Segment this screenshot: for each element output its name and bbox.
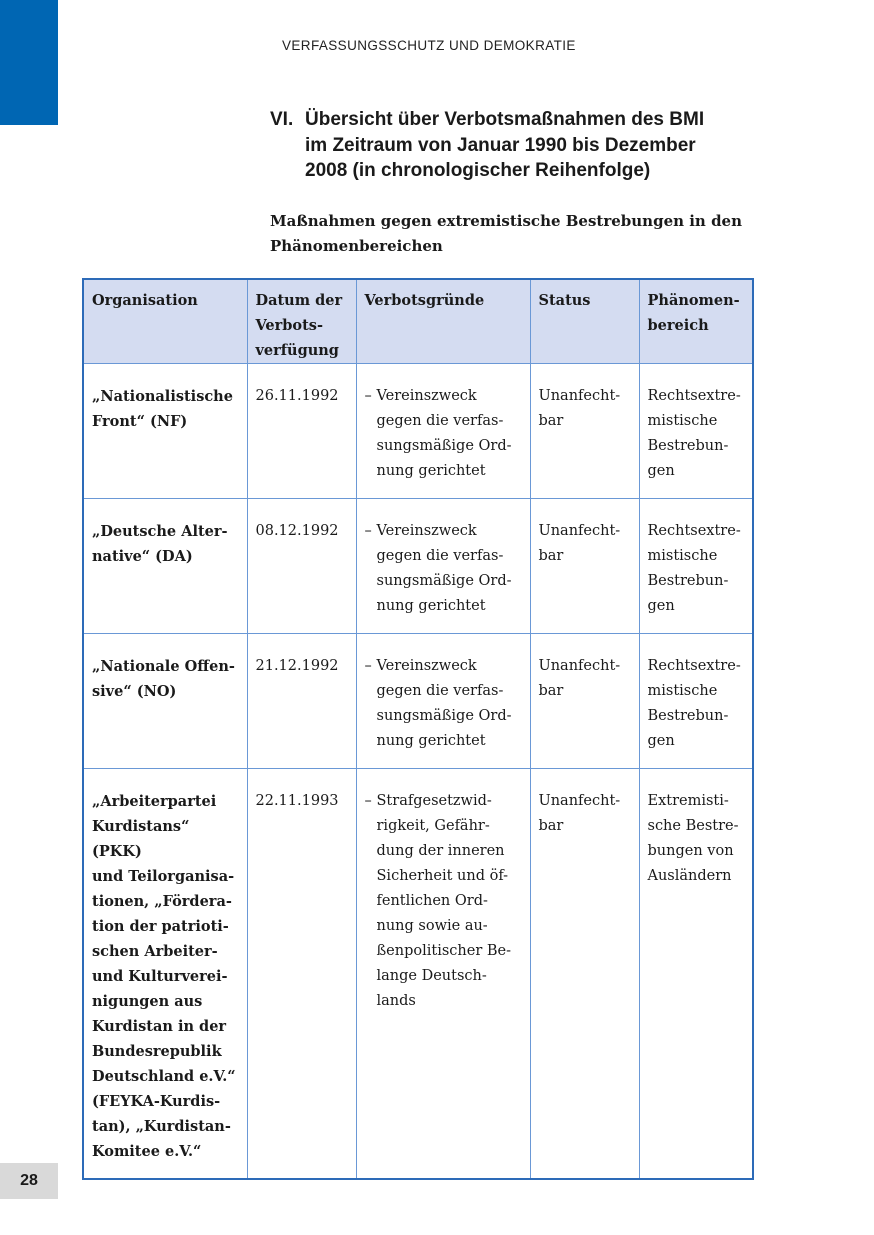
text-line: lange Deutsch-: [376, 968, 487, 984]
cell-datum: 22.11.1993: [247, 769, 356, 1180]
text-line: dung der inneren: [376, 843, 505, 859]
reason-text: [377, 384, 522, 484]
cell-phaenomenbereich: [639, 769, 753, 1180]
text-line: Status: [538, 292, 591, 309]
text-line: Unanfecht-: [538, 523, 621, 539]
text-line: nung gerichtet: [376, 463, 486, 479]
reason-text: [377, 519, 522, 619]
cell-phaenomenbereich: [639, 634, 753, 769]
cell-status: [530, 364, 639, 499]
cell-verbotsgruende: [356, 634, 530, 769]
text-line: „Nationalistische: [92, 388, 233, 405]
text-line: mistische: [647, 413, 718, 429]
cell-datum: 26.11.1992: [247, 364, 356, 499]
text-line: sungsmäßige Ord-: [376, 438, 512, 454]
text-line: und Kulturverei-: [92, 968, 228, 985]
table-row: [83, 634, 753, 769]
table-row: [83, 364, 753, 499]
table-header: [83, 279, 753, 364]
text-line: Organisation: [92, 292, 198, 309]
page-number: 28: [0, 1163, 58, 1199]
text-line: Extremisti-: [647, 793, 729, 809]
table-body: [83, 364, 753, 1180]
intro-line: Maßnahmen gegen extremistische Bestrebungen in den: [270, 212, 743, 230]
text-line: bar: [538, 683, 564, 699]
text-line: mistische: [647, 548, 718, 564]
running-header: VERFASSUNGSSCHUTZ UND DEMOKRATIE: [282, 38, 576, 53]
text-line: Deutschland e.V.“: [92, 1068, 236, 1085]
cell-verbotsgruende: [356, 364, 530, 499]
section-title: [305, 107, 750, 184]
text-line: Kurdistan in der: [92, 1018, 227, 1035]
text-line: Unanfecht-: [538, 388, 621, 404]
text-line: bar: [538, 818, 564, 834]
text-line: Bestrebun-: [647, 438, 729, 454]
text-line: Rechtsextre-: [647, 523, 741, 539]
text-line: Phänomen-: [647, 292, 740, 309]
text-line: bar: [538, 413, 564, 429]
text-line: gen: [647, 463, 675, 479]
section-heading: [270, 107, 750, 184]
text-line: tionen, „Förderа-: [92, 893, 232, 910]
text-line: Komitee e.V.“: [92, 1143, 202, 1160]
header-verbotsgruende: [356, 279, 530, 364]
cell-phaenomenbereich: [639, 364, 753, 499]
section-title-line: im Zeitraum von Januar 1990 bis Dezember: [305, 134, 696, 156]
text-line: nigungen aus: [92, 993, 203, 1010]
table-intro-heading: [270, 209, 750, 259]
cell-status: [530, 769, 639, 1180]
cell-organisation: [83, 769, 247, 1180]
text-line: rigkeit, Gefähr-: [376, 818, 490, 834]
text-line: Unanfecht-: [538, 658, 621, 674]
text-line: fentlichen Ord-: [376, 893, 488, 909]
section-title-line: Übersicht über Verbotsmaßnahmen des BMI: [305, 109, 705, 130]
text-line: sche Bestre-: [647, 818, 739, 834]
cell-verbotsgruende: [356, 499, 530, 634]
reason-text: [377, 654, 522, 754]
cell-organisation: [83, 634, 247, 769]
cell-organisation: [83, 499, 247, 634]
text-line: Verbotsgründe: [364, 292, 485, 309]
text-line: bungen von: [647, 843, 734, 859]
text-line: Datum der: [255, 292, 343, 309]
header-organisation: [83, 279, 247, 364]
reason-text: [377, 789, 522, 1014]
text-line: gen: [647, 733, 675, 749]
bullet-dash: –: [364, 658, 372, 674]
header-datum: [247, 279, 356, 364]
text-line: tan), „Kurdistan-: [92, 1118, 231, 1135]
text-line: tion der patrioti-: [92, 918, 229, 935]
text-line: Kurdistans“ (PKK): [92, 818, 190, 860]
table-row: [83, 769, 753, 1180]
text-line: Bundesrepublik: [92, 1043, 222, 1060]
text-line: bar: [538, 548, 564, 564]
cell-datum: 21.12.1992: [247, 634, 356, 769]
cell-verbotsgruende: [356, 769, 530, 1180]
cell-phaenomenbereich: [639, 499, 753, 634]
text-line: mistische: [647, 683, 718, 699]
text-line: sive“ (NO): [92, 683, 177, 700]
text-line: nung gerichtet: [376, 598, 486, 614]
text-line: gegen die verfas-: [376, 683, 504, 699]
bullet-dash: –: [364, 523, 372, 539]
bullet-dash: –: [364, 388, 372, 404]
text-line: Ausländern: [647, 868, 732, 884]
text-line: sungsmäßige Ord-: [376, 573, 512, 589]
text-line: (FEYKA-Kurdis-: [92, 1093, 221, 1110]
text-line: Vereinszweck: [376, 523, 477, 539]
section-title-line: 2008 (in chronologischer Reihenfolge): [305, 160, 651, 181]
text-line: sungsmäßige Ord-: [376, 708, 512, 724]
text-line: gen: [647, 598, 675, 614]
text-line: Bestrebun-: [647, 708, 729, 724]
text-line: bereich: [647, 317, 709, 334]
text-line: Verbots-: [255, 317, 323, 334]
text-line: gegen die verfas-: [376, 548, 504, 564]
chapter-color-tab: [0, 0, 58, 125]
text-line: Unanfecht-: [538, 793, 621, 809]
table-row: [83, 499, 753, 634]
ban-measures-table: [82, 278, 754, 1180]
cell-organisation: [83, 364, 247, 499]
text-line: native“ (DA): [92, 548, 193, 565]
text-line: Bestrebun-: [647, 573, 729, 589]
text-line: Vereinszweck: [376, 658, 477, 674]
bullet-dash: –: [364, 793, 372, 809]
section-number: VI.: [270, 109, 294, 130]
intro-line: Phänomenbereichen: [270, 237, 443, 255]
text-line: nung gerichtet: [376, 733, 486, 749]
text-line: ßenpolitischer Be-: [376, 943, 512, 959]
header-row: [83, 279, 753, 364]
text-line: „Arbeiterpartei: [92, 793, 217, 810]
text-line: schen Arbeiter-: [92, 943, 218, 960]
text-line: lands: [376, 993, 416, 1009]
text-line: „Deutsche Alter-: [92, 523, 228, 540]
cell-datum: 08.12.1992: [247, 499, 356, 634]
text-line: Strafgesetzwid-: [376, 793, 492, 809]
text-line: Vereinszweck: [376, 388, 477, 404]
text-line: verfügung: [255, 342, 339, 359]
text-line: nung sowie au-: [376, 918, 488, 934]
text-line: gegen die verfas-: [376, 413, 504, 429]
header-status: [530, 279, 639, 364]
text-line: „Nationale Offen-: [92, 658, 235, 675]
header-phaenomenbereich: [639, 279, 753, 364]
text-line: Rechtsextre-: [647, 658, 741, 674]
text-line: und Teilorganisa-: [92, 868, 235, 885]
cell-status: [530, 499, 639, 634]
text-line: Sicherheit und öf-: [376, 868, 509, 884]
text-line: Front“ (NF): [92, 413, 188, 430]
text-line: Rechtsextre-: [647, 388, 741, 404]
cell-status: [530, 634, 639, 769]
